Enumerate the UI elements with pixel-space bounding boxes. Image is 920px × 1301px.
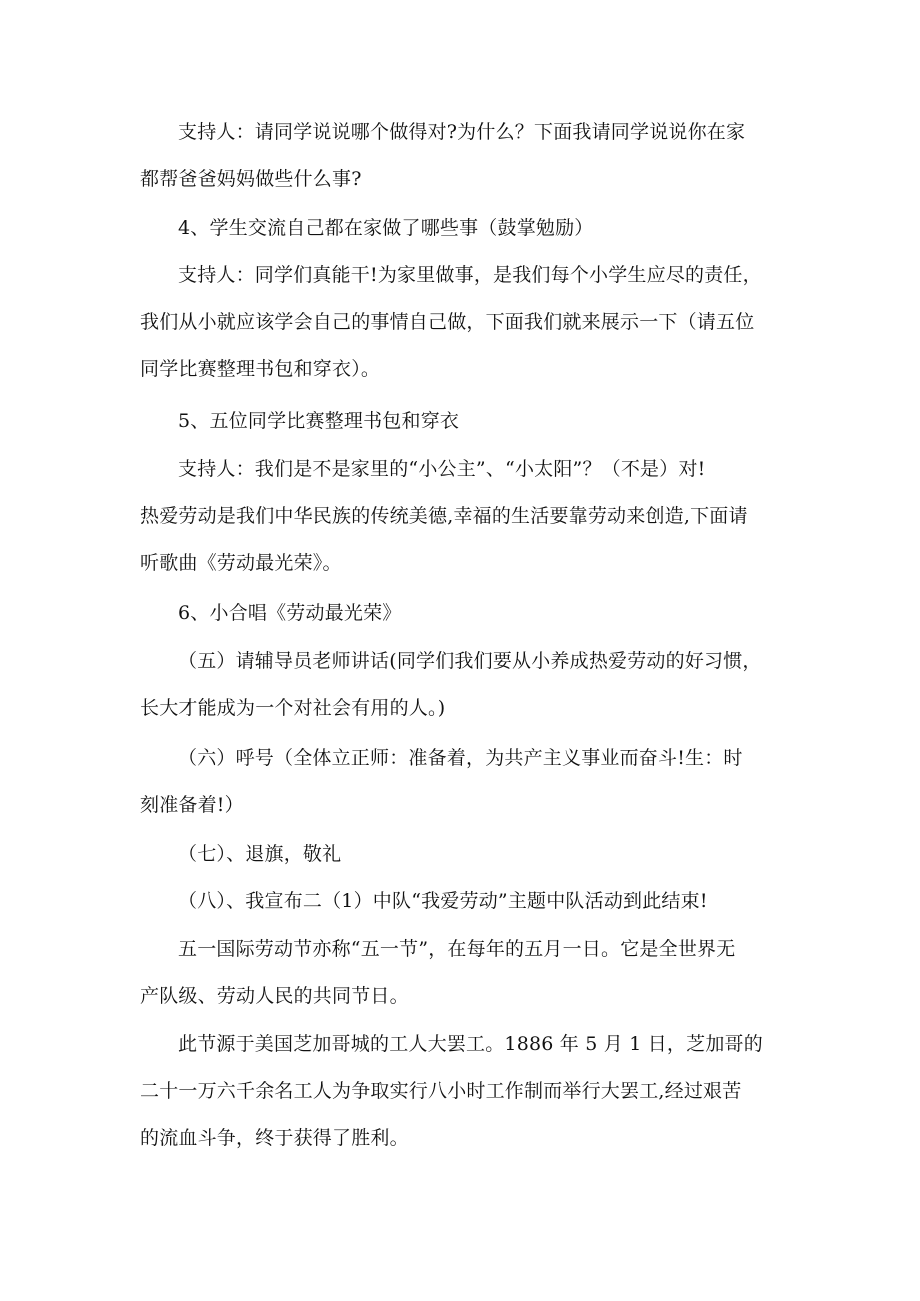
text-line: 产队级、劳动人民的共同节日。	[140, 985, 409, 1007]
text-line: 5、五位同学比赛整理书包和穿衣	[178, 410, 460, 432]
paragraph-section-6	[140, 735, 785, 829]
text-line: 支持人：请同学说说哪个做得对?为什么？下面我请同学说说你在家	[178, 121, 746, 143]
paragraph-host-praise	[140, 252, 785, 393]
text-line: 我们从小就应该学会自己的事情自己做，下面我们就来展示一下（请五位	[140, 311, 755, 333]
text-line: （七）、退旗，敬礼	[178, 843, 342, 865]
paragraph-step-4	[140, 205, 785, 252]
paragraph-section-8	[140, 878, 785, 925]
paragraph-section-7	[140, 831, 785, 878]
text-line: （五）请辅导员老师讲话(同学们我们要从小养成热爱劳动的好习惯，	[178, 650, 762, 672]
text-line: 6、小合唱《劳动最光荣》	[178, 602, 402, 624]
paragraph-may-day-intro	[140, 926, 785, 1020]
text-line: 五一国际劳动节亦称“五一节”，在每年的五月一日。它是全世界无	[178, 938, 736, 960]
paragraph-host-labor	[140, 446, 785, 587]
text-line: 同学比赛整理书包和穿衣）。	[140, 358, 381, 380]
text-line: 热爱劳动是我们中华民族的传统美德,幸福的生活要靠劳动来创造,下面请	[140, 505, 748, 527]
text-line: 4、学生交流自己都在家做了哪些事（鼓掌勉励）	[178, 217, 594, 239]
text-line: 支持人：同学们真能干!为家里做事，是我们每个小学生应尽的责任，	[178, 264, 762, 286]
text-line: 此节源于美国芝加哥城的工人大罢工。1886 年 5 月 1 日，芝加哥的	[178, 1033, 763, 1055]
text-line: 长大才能成为一个对社会有用的人。)	[140, 697, 446, 719]
text-line: 听歌曲《劳动最光荣》。	[140, 552, 342, 574]
paragraph-host-question	[140, 109, 785, 203]
paragraph-section-5	[140, 638, 785, 732]
text-line: 的流血斗争，终于获得了胜利。	[140, 1127, 409, 1149]
paragraph-may-day-origin	[140, 1021, 785, 1162]
text-line: （六）呼号（全体立正师：准备着，为共产主义事业而奋斗!生：时	[178, 747, 743, 769]
text-line: 刻准备着!）	[140, 794, 244, 816]
text-line: 都帮爸爸妈妈做些什么事?	[140, 168, 362, 190]
paragraph-step-6	[140, 590, 785, 637]
text-line: 二十一万六千余名工人为争取实行八小时工作制而举行大罢工,经过艰苦	[140, 1080, 742, 1102]
paragraph-step-5	[140, 398, 785, 445]
text-line: （八）、我宣布二（1）中队“我爱劳动”主题中队活动到此结束!	[178, 890, 708, 912]
text-line: 支持人：我们是不是家里的“小公主”、“小太阳”？（不是）对!	[178, 458, 706, 480]
